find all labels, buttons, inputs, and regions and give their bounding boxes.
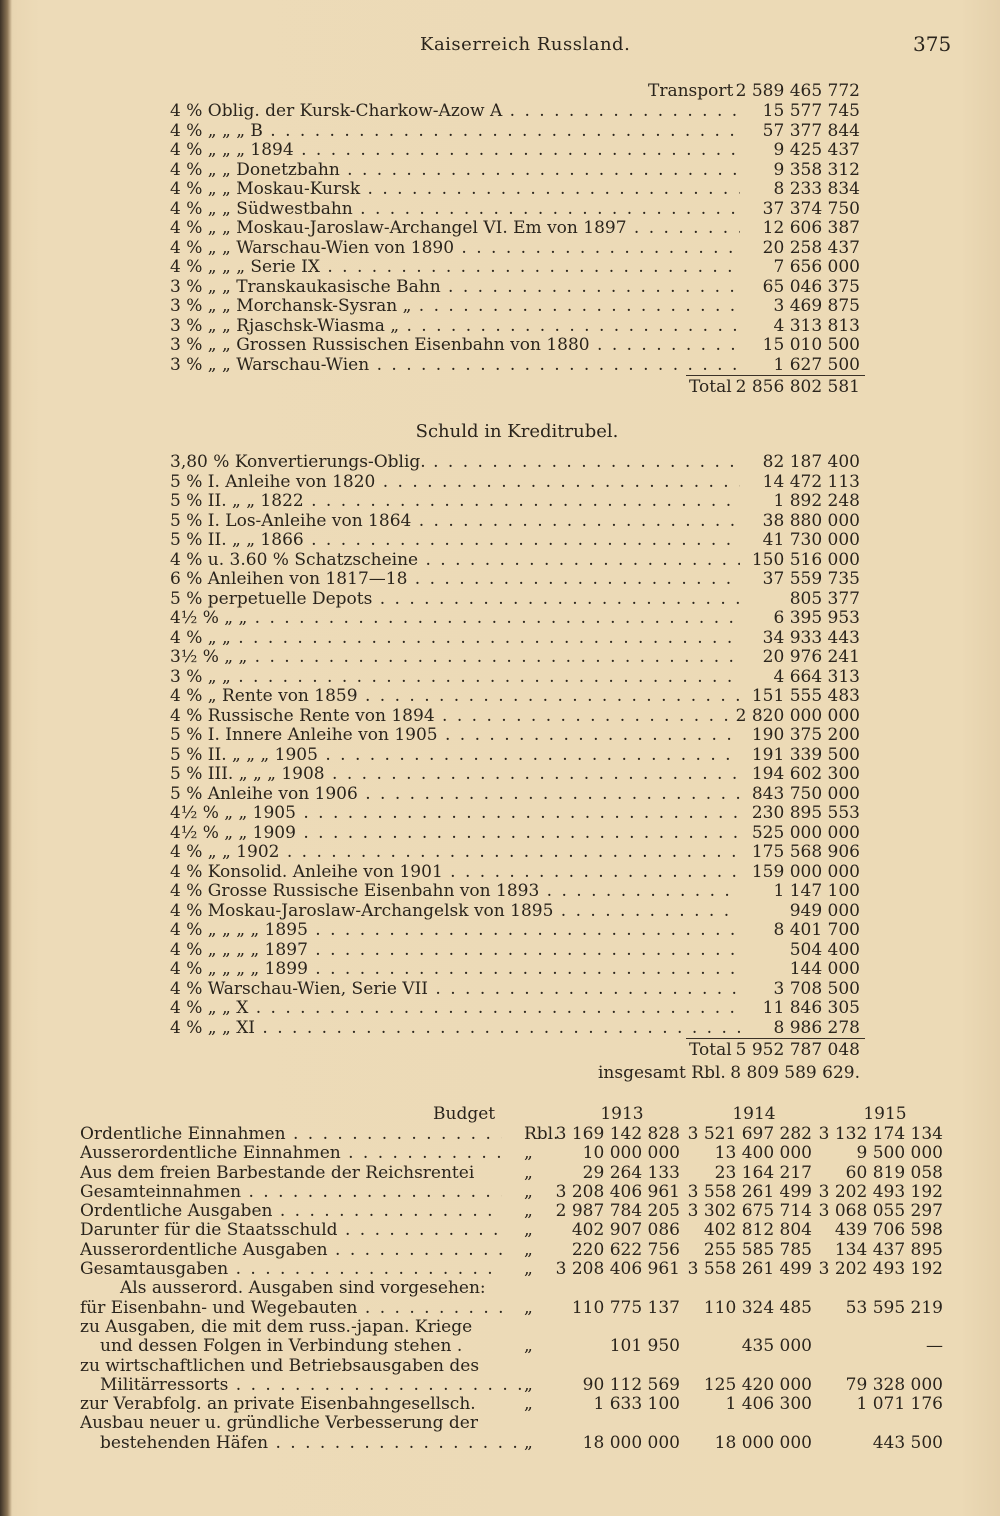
debt-row-label: 4½ % „ „ . . . xyxy=(170,609,740,629)
obligation-row xyxy=(170,219,865,239)
obligation-row xyxy=(170,258,865,278)
expense-row-unit: „ xyxy=(524,1297,533,1318)
obligation-row-label: 3 % „ „ Morchansk-Sysran „ . . . xyxy=(170,297,740,317)
budget-row-unit: „ xyxy=(524,1239,533,1260)
budget-row-label: Gesamtausgaben . . . xyxy=(80,1260,502,1279)
expense-row xyxy=(80,1414,950,1453)
debt-row-value: 3 708 500 xyxy=(773,978,860,999)
budget-row-label: Gesamteinnahmen . . . xyxy=(80,1183,502,1202)
debt-row-label: 5 % II. „ „ „ 1905 . . . xyxy=(170,746,740,766)
budget-row-unit: „ xyxy=(524,1162,533,1183)
obligation-row-label: 4 % Oblig. der Kursk-Charkow-Azow A . . . xyxy=(170,102,740,122)
obligation-row xyxy=(170,278,865,298)
expense-value-1913: 18 000 000 xyxy=(582,1432,680,1453)
budget-row xyxy=(80,1241,950,1260)
budget-row-unit: „ xyxy=(524,1259,533,1280)
credit-ruble-debt-table xyxy=(170,453,865,1084)
debt-row-value: 190 375 200 xyxy=(751,725,860,745)
debt-row-value: 504 400 xyxy=(789,939,860,960)
expense-row-unit: „ xyxy=(524,1394,533,1415)
debt-row-label: 5 % I. Innere Anleihe von 1905 . . . xyxy=(170,726,740,746)
debt-row-value: 2 820 000 000 xyxy=(735,705,860,726)
budget-row-label: Ausserordentliche Ausgaben . . . xyxy=(80,1241,502,1260)
debt-row-label: 3½ % „ „ . . . xyxy=(170,648,740,668)
debt-row-label: 4 % „ Rente von 1859 . . . xyxy=(170,687,740,707)
debt-row xyxy=(170,824,865,844)
obligation-row-label: 3 % „ „ Transkaukasische Bahn . . . xyxy=(170,278,740,298)
budget-value-1913: 29 264 133 xyxy=(582,1162,680,1183)
book-spine xyxy=(0,0,12,1516)
budget-label: Budget xyxy=(433,1104,496,1124)
debt-row xyxy=(170,648,865,668)
debt-row xyxy=(170,999,865,1019)
debt-row-label: 6 % Anleihen von 1817—18 . . . xyxy=(170,570,740,590)
expense-value-1914: 1 406 300 xyxy=(725,1394,812,1415)
budget-row-label: Ordentliche Einnahmen . . . xyxy=(80,1125,502,1144)
debt-row-label: 4 % „ „ 1902 . . . xyxy=(170,843,740,863)
debt-row-value: 4 664 313 xyxy=(773,666,860,687)
obligation-row xyxy=(170,317,865,337)
budget-row xyxy=(80,1260,950,1279)
budget-value-1914: 3 558 261 499 xyxy=(687,1259,812,1280)
debt-row-label: 4 % Russische Rente von 1894 . . . xyxy=(170,707,740,727)
debt-row-value: 144 000 xyxy=(789,959,860,979)
budget-value-1914: 3 558 261 499 xyxy=(687,1181,812,1202)
debt-row xyxy=(170,570,865,590)
obligation-row-label: 3 % „ „ Rjaschsk-Wiasma „ . . . xyxy=(170,317,740,337)
budget-note-text: Als ausserord. Ausgaben sind vorgesehen: xyxy=(120,1279,486,1299)
budget-row-unit: „ xyxy=(524,1143,533,1164)
budget-value-1915: 3 202 493 192 xyxy=(818,1259,943,1280)
budget-row xyxy=(80,1183,950,1202)
expense-row-label: Militärressorts . . . xyxy=(80,1376,522,1395)
debt-row-value: 41 730 000 xyxy=(762,530,860,550)
debt-row xyxy=(170,921,865,941)
debt-row xyxy=(170,687,865,707)
section-heading-text: Schuld in Kreditrubel. xyxy=(415,421,619,442)
debt-row xyxy=(170,980,865,1000)
budget-row-label: Darunter für die Staatsschuld . . . xyxy=(80,1221,502,1240)
obligation-row-value: 57 377 844 xyxy=(762,120,860,141)
obligation-row xyxy=(170,239,865,259)
debt-row xyxy=(170,473,865,493)
budget-row-unit: „ xyxy=(524,1201,533,1222)
running-title: Kaiserreich Russland. xyxy=(420,34,631,55)
expense-value-1915: 79 328 000 xyxy=(845,1374,943,1395)
budget-row xyxy=(80,1164,950,1183)
expense-value-1913: 1 633 100 xyxy=(593,1394,680,1415)
obligation-row-value: 9 425 437 xyxy=(773,140,860,160)
debt-row xyxy=(170,941,865,961)
budget-value-1915: 3 132 174 134 xyxy=(818,1124,943,1144)
budget-value-1915: 60 819 058 xyxy=(845,1162,943,1183)
total-value: 2 856 802 581 xyxy=(735,377,860,397)
budget-value-1914: 13 400 000 xyxy=(714,1143,812,1164)
debt-row-label: 4 % „ „ X . . . xyxy=(170,999,740,1019)
budget-row-unit: „ xyxy=(524,1181,533,1202)
obligation-row xyxy=(170,122,865,142)
obligation-row-label: 4 % „ „ Südwestbahn . . . xyxy=(170,200,740,220)
debt-row xyxy=(170,960,865,980)
budget-row xyxy=(80,1221,950,1240)
obligation-row xyxy=(170,200,865,220)
debt-row-value: 151 555 483 xyxy=(751,686,860,706)
debt-row-value: 1 892 248 xyxy=(773,491,860,511)
page-header xyxy=(0,30,1000,60)
budget-row xyxy=(80,1202,950,1221)
expense-row-label: zu Ausgaben, die mit dem russ.-japan. Kriege xyxy=(80,1317,473,1337)
budget-value-1915: 134 437 895 xyxy=(834,1239,943,1260)
transport-row xyxy=(170,80,865,102)
debt-row-value: 8 986 278 xyxy=(773,1017,860,1038)
expense-row-label: Ausbau neuer u. gründliche Verbesserung der xyxy=(80,1414,478,1434)
debt-row xyxy=(170,707,865,727)
year-1915: 1915 xyxy=(863,1104,907,1124)
debt-row-value: 843 750 000 xyxy=(751,783,860,804)
obligation-row xyxy=(170,297,865,317)
debt-row xyxy=(170,609,865,629)
budget-value-1915: 3 202 493 192 xyxy=(818,1181,943,1202)
budget-row-label: Ausserordentliche Einnahmen . . . xyxy=(80,1144,502,1163)
obligation-row xyxy=(170,102,865,122)
expense-value-1914: 435 000 xyxy=(741,1336,812,1357)
budget-note xyxy=(80,1279,950,1298)
obligation-rows xyxy=(170,102,865,375)
budget-header xyxy=(80,1103,950,1125)
obligation-row-value: 15 577 745 xyxy=(762,101,860,121)
debt-row-label: 4½ % „ „ 1905 . . . xyxy=(170,804,740,824)
obligation-row-label: 4 % „ „ „ Serie IX . . . xyxy=(170,258,740,278)
budget-table xyxy=(80,1103,950,1453)
obligation-row-label: 4 % „ „ Moskau-Jaroslaw-Archangel VI. Em von 1897 . . . xyxy=(170,219,740,239)
debt-row-label: 4 % „ „ „ „ 1899 . . . xyxy=(170,960,740,980)
obligation-row-label: 4 % „ „ „ B . . . xyxy=(170,122,740,142)
obligation-row xyxy=(170,356,865,376)
debt-row-label: 5 % Anleihe von 1906 . . . xyxy=(170,785,740,805)
obligation-row-label: 3 % „ „ Grossen Russischen Eisenbahn von 1880 . . . xyxy=(170,336,740,356)
expense-row xyxy=(80,1357,950,1396)
debt-row xyxy=(170,843,865,863)
expense-row-unit: „ xyxy=(524,1374,533,1395)
budget-value-1914: 402 812 804 xyxy=(703,1220,812,1241)
debt-row xyxy=(170,765,865,785)
debt-row-value: 1 147 100 xyxy=(773,881,860,901)
debt-row-value: 6 395 953 xyxy=(773,608,860,628)
debt-row-label: 5 % perpetuelle Depots . . . xyxy=(170,590,740,610)
grand-total-value: 8 809 589 629. xyxy=(730,1063,860,1083)
obligation-row-label: 4 % „ „ „ 1894 . . . xyxy=(170,141,740,161)
page-number: 375 xyxy=(913,32,952,56)
budget-value-1913: 3 169 142 828 xyxy=(555,1124,680,1144)
obligation-row-label: 4 % „ „ Moskau-Kursk . . . xyxy=(170,180,740,200)
debt-row-value: 14 472 113 xyxy=(762,471,860,492)
budget-value-1914: 3 521 697 282 xyxy=(687,1124,812,1144)
total-label: Total xyxy=(689,377,732,397)
debt-row-label: 4 % „ „ XI . . . xyxy=(170,1019,740,1039)
debt-row-label: 4½ % „ „ 1909 . . . xyxy=(170,824,740,844)
debt-row-label: 4 % „ „ „ „ 1897 . . . xyxy=(170,941,740,961)
expense-value-1914: 18 000 000 xyxy=(714,1432,812,1453)
total-label: Total xyxy=(689,1040,732,1060)
extraordinary-expense-rows xyxy=(80,1299,950,1453)
obligation-row-label: 4 % „ „ Warschau-Wien von 1890 . . . xyxy=(170,239,740,259)
debt-row-value: 159 000 000 xyxy=(751,861,860,882)
obligation-row-value: 15 010 500 xyxy=(762,335,860,355)
debt-row-value: 82 187 400 xyxy=(762,452,860,472)
debt-row xyxy=(170,804,865,824)
transport-value: 2 589 465 772 xyxy=(735,81,860,101)
obligation-row-value: 12 606 387 xyxy=(762,218,860,238)
debt-row-label: 3 % „ „ . . . xyxy=(170,668,740,688)
total-row xyxy=(170,1038,865,1062)
debt-row-value: 8 401 700 xyxy=(773,920,860,940)
expense-value-1914: 110 324 485 xyxy=(703,1297,812,1318)
budget-rows xyxy=(80,1125,950,1279)
debt-row-label: 4 % u. 3.60 % Schatzscheine . . . xyxy=(170,551,740,571)
expense-row-label: für Eisenbahn- und Wegebauten . . . xyxy=(80,1299,502,1318)
debt-row-value: 191 339 500 xyxy=(751,744,860,765)
obligation-row-value: 20 258 437 xyxy=(762,237,860,258)
obligation-row xyxy=(170,141,865,161)
expense-row-unit: „ xyxy=(524,1336,533,1357)
debt-row xyxy=(170,882,865,902)
expense-value-1915: 53 595 219 xyxy=(845,1297,943,1318)
expense-value-1913: 101 950 xyxy=(609,1336,680,1357)
total-row xyxy=(170,375,865,399)
debt-row-label: 4 % Warschau-Wien, Serie VII . . . xyxy=(170,980,740,1000)
debt-row xyxy=(170,590,865,610)
debt-row-value: 37 559 735 xyxy=(762,569,860,589)
expense-row-label: und dessen Folgen in Verbindung stehen . xyxy=(100,1337,463,1357)
debt-row-value: 175 568 906 xyxy=(751,842,860,862)
debt-row-value: 194 602 300 xyxy=(751,764,860,784)
expense-value-1913: 110 775 137 xyxy=(571,1297,680,1318)
expense-row xyxy=(80,1395,950,1414)
debt-row xyxy=(170,863,865,883)
railway-obligations-table xyxy=(170,80,865,399)
grand-total-row xyxy=(170,1062,865,1084)
debt-row-value: 150 516 000 xyxy=(751,549,860,570)
obligation-row xyxy=(170,180,865,200)
debt-row-label: 4 % Grosse Russische Eisenbahn von 1893 . . . xyxy=(170,882,740,902)
debt-row xyxy=(170,668,865,688)
obligation-row-label: 3 % „ „ Warschau-Wien . . . xyxy=(170,356,740,376)
debt-row xyxy=(170,1019,865,1039)
obligation-row xyxy=(170,161,865,181)
budget-row-label: Ordentliche Ausgaben . . . xyxy=(80,1202,502,1221)
expense-row xyxy=(80,1299,950,1318)
expense-value-1913: 90 112 569 xyxy=(582,1374,680,1395)
budget-value-1914: 3 302 675 714 xyxy=(687,1201,812,1222)
budget-value-1913: 10 000 000 xyxy=(582,1143,680,1164)
debt-row xyxy=(170,902,865,922)
debt-row-label: 5 % I. Anleihe von 1820 . . . xyxy=(170,473,740,493)
debt-row xyxy=(170,629,865,649)
debt-row-label: 3,80 % Konvertierungs-Oblig. . . . xyxy=(170,453,740,473)
debt-row-value: 805 377 xyxy=(789,588,860,609)
expense-row xyxy=(80,1318,950,1357)
debt-row-label: 4 % „ „ . . . xyxy=(170,629,740,649)
debt-row xyxy=(170,492,865,512)
debt-row-label: 5 % I. Los-Anleihe von 1864 . . . xyxy=(170,512,740,532)
budget-row-label: Aus dem freien Barbestande der Reichsrentei xyxy=(80,1163,475,1183)
budget-row xyxy=(80,1144,950,1163)
expense-row-label: zur Verabfolg. an private Eisenbahngesellsch. xyxy=(80,1395,476,1415)
budget-row-unit: Rbl. xyxy=(524,1124,559,1144)
debt-row-label: 5 % II. „ „ 1866 . . . xyxy=(170,531,740,551)
budget-row xyxy=(80,1125,950,1144)
debt-row-value: 525 000 000 xyxy=(751,822,860,843)
debt-row xyxy=(170,551,865,571)
obligation-row xyxy=(170,336,865,356)
expense-row-label: bestehenden Häfen . . . xyxy=(80,1434,522,1453)
budget-value-1915: 9 500 000 xyxy=(856,1143,943,1164)
year-1913: 1913 xyxy=(600,1104,644,1124)
obligation-row-value: 4 313 813 xyxy=(773,315,860,336)
debt-rows xyxy=(170,453,865,1038)
budget-value-1913: 402 907 086 xyxy=(571,1220,680,1241)
transport-label: Transport xyxy=(648,81,734,101)
obligation-row-value: 8 233 834 xyxy=(773,179,860,199)
debt-row-label: 4 % Moskau-Jaroslaw-Archangelsk von 1895 . . . xyxy=(170,902,740,922)
obligation-row-value: 9 358 312 xyxy=(773,159,860,180)
debt-row-label: 5 % II. „ „ 1822 . . . xyxy=(170,492,740,512)
expense-value-1915: 443 500 xyxy=(872,1432,943,1453)
expense-row-unit: „ xyxy=(524,1432,533,1453)
debt-row xyxy=(170,512,865,532)
debt-row xyxy=(170,746,865,766)
grand-total-label: insgesamt Rbl. xyxy=(598,1063,726,1083)
obligation-row-value: 1 627 500 xyxy=(773,354,860,375)
debt-row-value: 949 000 xyxy=(789,900,860,921)
debt-row-label: 4 % Konsolid. Anleihe von 1901 . . . xyxy=(170,863,740,883)
budget-value-1915: 3 068 055 297 xyxy=(818,1201,943,1222)
budget-value-1915: 439 706 598 xyxy=(834,1220,943,1241)
debt-row-value: 11 846 305 xyxy=(762,998,860,1018)
budget-value-1914: 255 585 785 xyxy=(703,1239,812,1260)
section-heading xyxy=(0,421,1000,442)
expense-row-label: zu wirtschaftlichen und Betriebsausgaben des xyxy=(80,1356,480,1376)
expense-value-1915: 1 071 176 xyxy=(856,1394,943,1415)
budget-row-unit: „ xyxy=(524,1220,533,1241)
budget-value-1913: 3 208 406 961 xyxy=(555,1259,680,1280)
debt-row-value: 20 976 241 xyxy=(762,647,860,667)
obligation-row-value: 3 469 875 xyxy=(773,296,860,316)
budget-value-1913: 3 208 406 961 xyxy=(555,1181,680,1202)
debt-row-label: 5 % III. „ „ „ 1908 . . . xyxy=(170,765,740,785)
total-value: 5 952 787 048 xyxy=(735,1040,860,1060)
debt-row xyxy=(170,785,865,805)
budget-value-1913: 2 987 784 205 xyxy=(555,1201,680,1222)
debt-row xyxy=(170,453,865,473)
debt-row-label: 4 % „ „ „ „ 1895 . . . xyxy=(170,921,740,941)
obligation-row-label: 4 % „ „ Donetzbahn . . . xyxy=(170,161,740,181)
year-1914: 1914 xyxy=(732,1104,776,1124)
expense-value-1915: — xyxy=(926,1336,943,1357)
budget-value-1914: 23 164 217 xyxy=(714,1162,812,1183)
debt-row xyxy=(170,531,865,551)
debt-row-value: 38 880 000 xyxy=(762,510,860,531)
expense-value-1914: 125 420 000 xyxy=(703,1374,812,1395)
budget-value-1913: 220 622 756 xyxy=(571,1239,680,1260)
obligation-row-value: 65 046 375 xyxy=(762,276,860,297)
debt-row-value: 34 933 443 xyxy=(762,627,860,648)
debt-row-value: 230 895 553 xyxy=(751,803,860,823)
obligation-row-value: 7 656 000 xyxy=(773,257,860,277)
obligation-row-value: 37 374 750 xyxy=(762,198,860,219)
debt-row xyxy=(170,726,865,746)
